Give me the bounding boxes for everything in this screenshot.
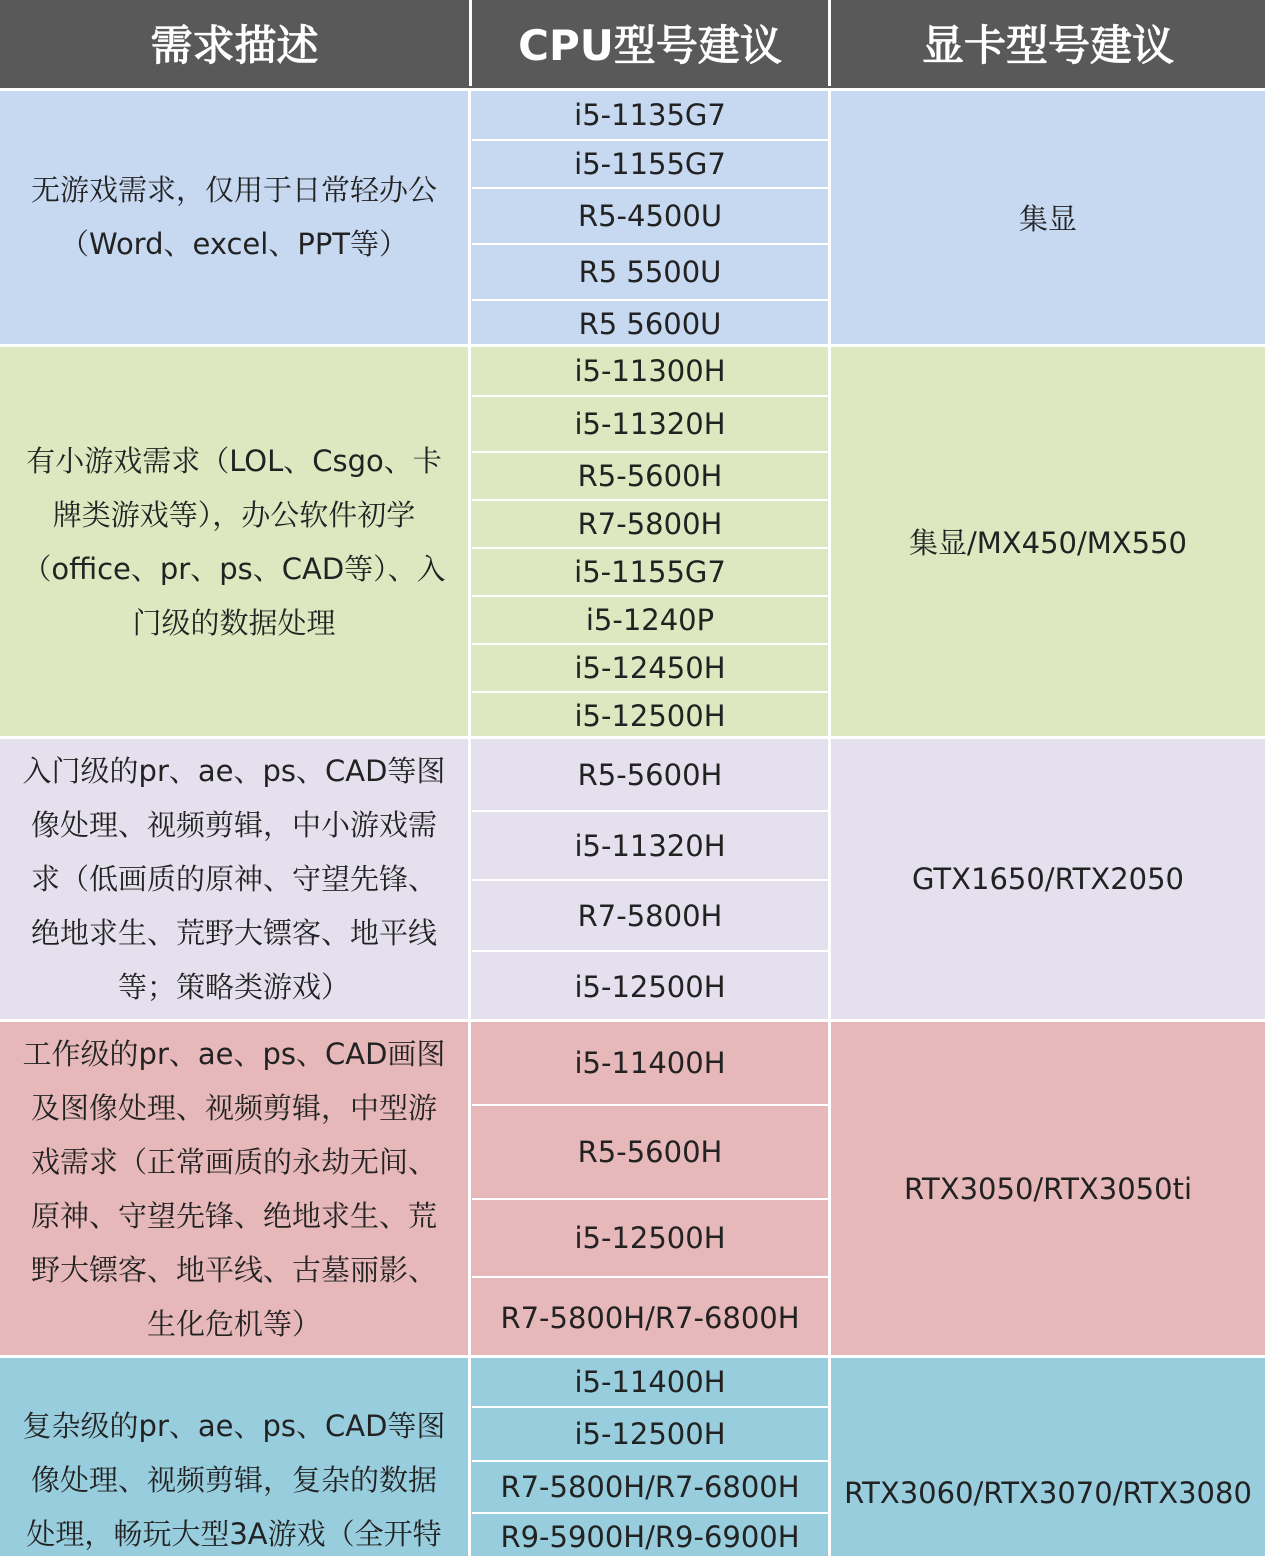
demand-description-line: 生化危机等） <box>146 1306 321 1341</box>
gpu-model: RTX3050/RTX3050ti <box>903 1171 1193 1206</box>
gpu-model: GTX1650/RTX2050 <box>911 862 1185 896</box>
demand-description <box>0 91 471 344</box>
table-header <box>0 0 1265 88</box>
demand-description <box>0 739 471 1019</box>
cpu-model: R5-5600H <box>472 451 828 499</box>
demand-description-line: 像处理、视频剪辑，中小游戏需 <box>30 808 437 842</box>
cpu-model: R5 5600U <box>472 299 828 347</box>
demand-description-line: 无游戏需求，仅用于日常轻办公 <box>30 172 437 207</box>
demand-description-line: 野大镖客、地平线、古墓丽影、 <box>30 1252 437 1287</box>
demand-description-line: 原神、守望先锋、绝地求生、荒 <box>30 1198 437 1233</box>
cpu-column <box>472 347 831 736</box>
header-cpu: CPU型号建议 <box>472 0 831 86</box>
gpu-model: RTX3060/RTX3070/RTX3080 <box>844 1476 1252 1510</box>
demand-description <box>0 1022 471 1355</box>
cpu-column <box>472 91 831 344</box>
cpu-model: R7-5800H/R7-6800H <box>472 1460 828 1512</box>
demand-description-line: 绝地求生、荒野大镖客、地平线 <box>30 916 437 950</box>
cpu-model: R9-5900H/R9-6900H <box>472 1512 828 1559</box>
cpu-model: R7-5800H/R7-6800H <box>472 1276 828 1358</box>
header-gpu: 显卡型号建议 <box>921 21 1174 70</box>
cpu-model: i5-12500H <box>472 1406 828 1460</box>
demand-description-line: 等；策略类游戏） <box>117 970 350 1004</box>
cpu-model: i5-12500H <box>472 950 828 1022</box>
demand-description-line: 像处理、视频剪辑，复杂的数据 <box>30 1463 437 1497</box>
gpu-model: 集显 <box>1018 202 1077 236</box>
cpu-model: i5-11300H <box>574 354 726 388</box>
demand-description-line: （Word、excel、PPT等） <box>59 226 409 261</box>
cpu-model: R5-4500U <box>472 187 828 243</box>
cpu-model: i5-12500H <box>472 1198 828 1276</box>
demand-description-line: 门级的数据处理 <box>132 605 336 640</box>
table-group-light-gaming <box>0 344 1265 736</box>
demand-description-line: （office、pr、ps、CAD等）、入 <box>22 551 446 586</box>
demand-description-line: 工作级的pr、ae、ps、CAD画图 <box>22 1036 446 1071</box>
table-group-pro-creative <box>0 1355 1265 1556</box>
table-group-entry-creative <box>0 736 1265 1019</box>
demand-description-line: 及图像处理、视频剪辑，中型游 <box>30 1090 437 1125</box>
table-group-work-creative <box>0 1019 1265 1355</box>
cpu-model: i5-1240P <box>472 595 828 643</box>
gpu-model: 集显/MX450/MX550 <box>908 526 1188 560</box>
demand-description-line: 求（低画质的原神、守望先锋、 <box>30 862 437 896</box>
demand-description-line: 入门级的pr、ae、ps、CAD等图 <box>22 754 446 788</box>
cpu-model: i5-11400H <box>574 1046 726 1080</box>
cpu-model: R7-5800H <box>472 499 828 547</box>
cpu-model: i5-12450H <box>472 643 828 691</box>
demand-description-line: 有小游戏需求（LOL、Csgo、卡 <box>26 443 442 478</box>
demand-description-line: 复杂级的pr、ae、ps、CAD等图 <box>22 1409 446 1443</box>
demand-description-line: 处理，畅玩大型3A游戏（全开特 <box>26 1517 442 1551</box>
cpu-model: i5-1155G7 <box>472 139 828 187</box>
cpu-model: R5-5600H <box>472 1104 828 1198</box>
table-group-office <box>0 88 1265 344</box>
cpu-model: i5-11400H <box>574 1365 726 1399</box>
demand-description-line: 牌类游戏等），办公软件初学 <box>52 497 416 532</box>
cpu-model: i5-11320H <box>472 810 828 879</box>
cpu-model: i5-1135G7 <box>574 98 726 132</box>
cpu-column <box>472 1358 831 1556</box>
demand-description <box>0 1358 471 1556</box>
demand-description <box>0 347 471 736</box>
demand-description-line: 戏需求（正常画质的永劫无间、 <box>30 1144 437 1179</box>
cpu-model: R5 5500U <box>472 243 828 299</box>
cpu-model: R7-5800H <box>472 879 828 950</box>
cpu-model: i5-1155G7 <box>472 547 828 595</box>
cpu-model: i5-11320H <box>472 395 828 451</box>
cpu-model: R5-5600H <box>577 757 723 792</box>
cpu-column <box>472 1022 831 1355</box>
cpu-column <box>472 739 831 1019</box>
header-demand: 需求描述 <box>0 0 472 86</box>
cpu-model: i5-12500H <box>472 691 828 739</box>
